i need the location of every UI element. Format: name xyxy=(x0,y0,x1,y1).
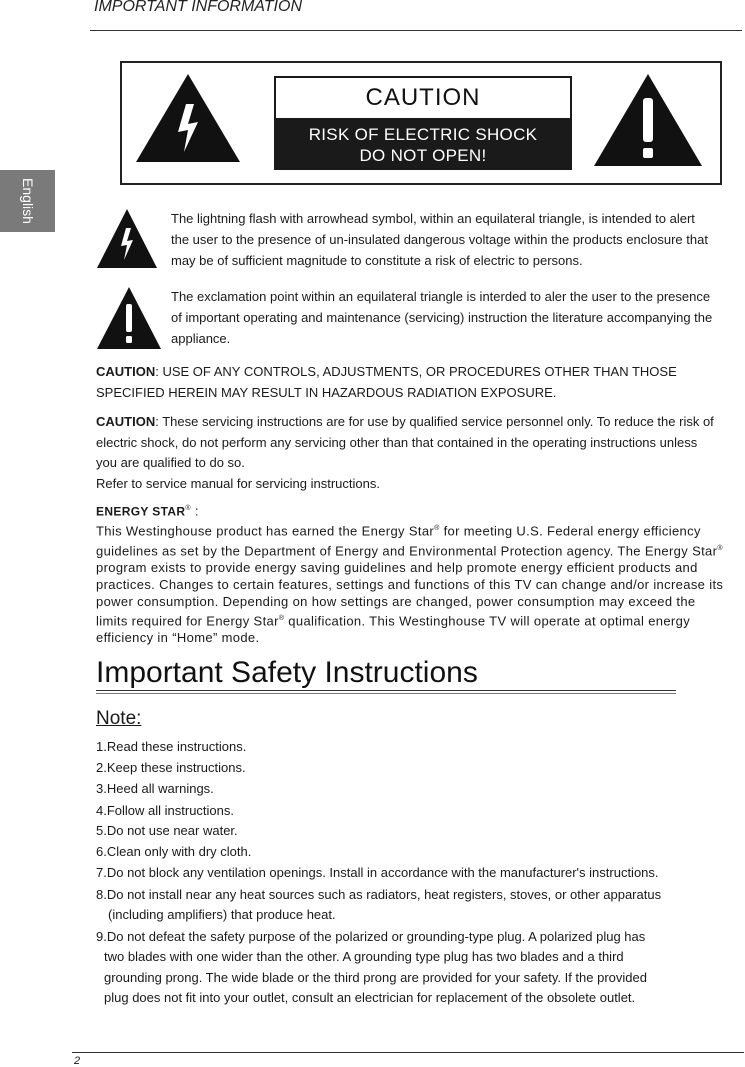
exclamation-warning-icon xyxy=(592,72,704,168)
exclamation-warning-icon xyxy=(96,286,162,350)
page-header-title: IMPORTANT INFORMATION xyxy=(94,0,302,15)
caution-plate xyxy=(274,76,572,170)
footer-rule xyxy=(72,1052,744,1053)
registered-mark: ® xyxy=(278,614,285,622)
list-item: 5.Do not use near water. xyxy=(96,823,238,838)
caution-label: CAUTION xyxy=(96,364,156,379)
safety-list xyxy=(96,737,716,1009)
energy-star-text: for meeting U.S. Federal energy efficiency guidelines as set by the Department of Energy and Environmental Protection agency. The Energy Star xyxy=(96,523,718,558)
registered-mark: ® xyxy=(434,525,440,533)
list-item: 6.Clean only with dry cloth. xyxy=(96,843,252,859)
energy-star-label: ENERGY STAR xyxy=(96,504,186,519)
caution-label-box xyxy=(120,61,722,185)
lightning-warning-icon xyxy=(134,72,242,164)
energy-star-section xyxy=(96,500,724,646)
list-item: 8.Do not install near any heat sources such as radiators, heat registers, stoves, or other apparatus xyxy=(96,886,662,902)
list-item: two blades with one wider than the other. A grounding type plug has two blades and a third xyxy=(104,949,624,964)
page-number: 2 xyxy=(74,1055,81,1067)
note-heading: Note: xyxy=(96,708,142,729)
registered-mark: ® xyxy=(717,544,723,552)
caution-text: : These servicing instructions are for use by qualified service personnel only. To reduce the risk of electric shock, do not perform any servicing other than that contained in the operating instructions unless you are qualified to do so. xyxy=(96,414,714,470)
symbol-description: The exclamation point within an equilateral triangle is interded to aler the user to the presence of important operating and maintenance (servicing) instruction the literature accompanying the appliance. xyxy=(171,289,713,346)
list-item: (including amplifiers) that produce heat. xyxy=(108,907,336,922)
energy-star-text: program exists to provide energy saving guidelines and help promote energy efficient products and practices. Changes to certain features, settings and functions of this TV can change and/or increase its power consumption. Depending on how settings are changed, power consumption may exceed the limits required for Energy Star xyxy=(96,559,724,629)
caution-radiation-paragraph xyxy=(96,362,721,403)
list-item: plug does not fit into your outlet, consult an electrician for replacement of the obsolete outlet. xyxy=(104,990,636,1005)
list-item: 1.Read these instructions. xyxy=(96,739,247,754)
list-item: grounding prong. The wide blade or the third prong are provided for your safety. If the provided xyxy=(104,969,647,985)
caution-plate-line2: DO NOT OPEN! xyxy=(359,146,487,165)
list-item: 2.Keep these instructions. xyxy=(96,759,246,775)
language-tab xyxy=(0,170,55,232)
symbol-description: The lightning flash with arrowhead symbol, within an equilateral triangle, is intended to alert the user to the presence of un-insulated dangerous voltage within the products enclosure that may be of sufficient magnitude to constitute a risk of electric to persons. xyxy=(171,211,708,268)
caution-servicing-paragraph xyxy=(96,412,721,494)
caution-text: : USE OF ANY CONTROLS, ADJUSTMENTS, OR PROCEDURES OTHER THAN THOSE SPECIFIED HEREIN MAY RESULT IN HAZARDOUS RADIATION EXPOSURE. xyxy=(96,364,677,400)
language-tab-label: English xyxy=(20,178,36,224)
list-item: 4.Follow all instructions. xyxy=(96,802,234,818)
lightning-warning-icon xyxy=(96,208,158,270)
title-rule xyxy=(96,693,676,694)
caution-plate-title: CAUTION xyxy=(276,78,570,118)
energy-star-text: qualification. This Westinghouse TV will operate at optimal energy efficiency in “Home” mode. xyxy=(96,613,691,646)
list-item: 9.Do not defeat the safety purpose of the polarized or grounding-type plug. A polarized plug has xyxy=(96,928,646,944)
list-item: 3.Heed all warnings. xyxy=(96,781,214,796)
caution-plate-line1: RISK OF ELECTRIC SHOCK xyxy=(308,125,538,144)
header-rule xyxy=(90,30,742,31)
caution-label: CAUTION xyxy=(96,414,156,429)
registered-mark: ® xyxy=(185,505,191,512)
section-title: Important Safety Instructions xyxy=(96,656,478,689)
energy-star-colon: : xyxy=(190,503,199,519)
refer-text: Refer to service manual for servicing instructions. xyxy=(96,475,380,491)
list-item: 7.Do not block any ventilation openings. Install in accordance with the manufacturer's instructions. xyxy=(96,865,659,880)
energy-star-text: This Westinghouse product has earned the Energy Star xyxy=(96,523,435,539)
title-rule xyxy=(96,690,676,691)
